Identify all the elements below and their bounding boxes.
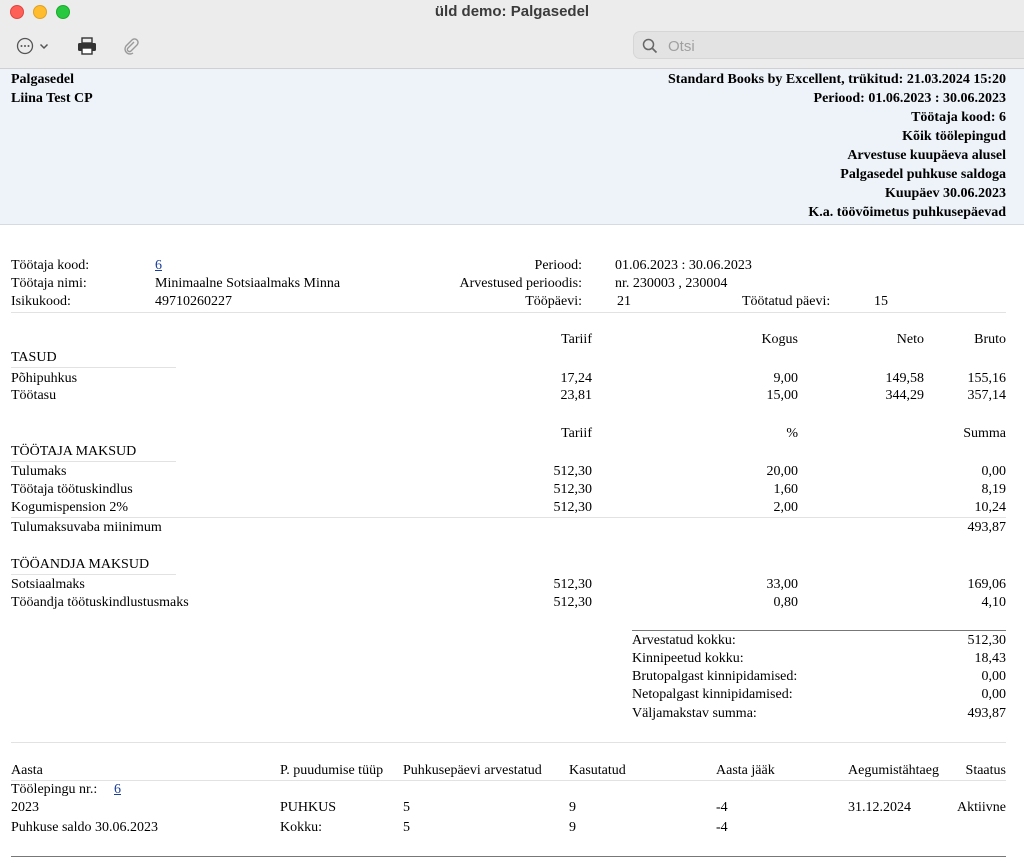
- table-cell: 5: [403, 800, 410, 815]
- table-row-name: Põhipuhkus: [11, 371, 78, 386]
- window-title: üld demo: Palgasedel: [434, 3, 590, 20]
- table-row-name: Töötasu: [11, 388, 57, 403]
- table-cell: 20,00: [766, 464, 798, 479]
- table-cell: 10,24: [974, 500, 1006, 515]
- header-info: Arvestuse kuupäeva alusel: [847, 148, 1006, 163]
- total-label: Kinnipeetud kokku:: [632, 651, 744, 666]
- divider: [11, 780, 1006, 781]
- col-status: Staatus: [965, 763, 1006, 778]
- col-tariff: Tariif: [561, 332, 592, 347]
- table-cell: 512,30: [553, 500, 592, 515]
- company-name: Liina Test CP: [11, 91, 93, 106]
- table-cell: 512,30: [553, 464, 592, 479]
- col-percent: %: [786, 426, 798, 441]
- tax-free-minimum-label: Tulumaksuvaba miinimum: [11, 520, 162, 535]
- table-cell: 512,30: [553, 577, 592, 592]
- table-cell: 169,06: [967, 577, 1006, 592]
- period-value: 01.06.2023 : 30.06.2023: [615, 258, 752, 273]
- table-cell: 9,00: [773, 371, 798, 386]
- total-value: 0,00: [981, 669, 1006, 684]
- printer-icon: [77, 37, 97, 55]
- table-cell: 5: [403, 820, 410, 835]
- status-value: Aktiivne: [957, 800, 1006, 815]
- bottom-divider: [11, 856, 1006, 857]
- employee-code-label: Töötaja kood:: [11, 258, 90, 273]
- table-cell: 344,29: [885, 388, 924, 403]
- table-cell: 8,19: [981, 482, 1006, 497]
- employee-name-label: Töötaja nimi:: [11, 276, 87, 291]
- table-cell: -4: [716, 800, 728, 815]
- total-label: Netopalgast kinnipidamised:: [632, 687, 793, 702]
- table-cell: PUHKUS: [280, 800, 337, 815]
- col-year-remainder: Aasta jääk: [716, 763, 775, 778]
- personal-code: 49710260227: [155, 294, 232, 309]
- header-info: Standard Books by Excellent, trükitud: 21.03.2024 15:20: [668, 72, 1006, 87]
- total-label: Brutopalgast kinnipidamised:: [632, 669, 798, 684]
- col-tariff: Tariif: [561, 426, 592, 441]
- ellipsis-circle-icon: [16, 37, 34, 55]
- search-input[interactable]: [666, 35, 1010, 57]
- table-cell: 9: [569, 820, 576, 835]
- table-cell: 4,10: [981, 595, 1006, 610]
- report-header: [0, 69, 1024, 225]
- attach-button[interactable]: [122, 36, 140, 56]
- col-net: Neto: [896, 332, 924, 347]
- table-cell: 1,60: [773, 482, 798, 497]
- divider: [11, 461, 176, 462]
- table-cell: 33,00: [766, 577, 798, 592]
- header-info: K.a. töövõimetus puhkusepäevad: [808, 205, 1006, 220]
- table-cell: 0,80: [773, 595, 798, 610]
- col-year: Aasta: [11, 763, 43, 778]
- table-cell: 31.12.2024: [848, 800, 911, 815]
- totals-divider: [632, 630, 1006, 631]
- table-row-name: Töötaja töötuskindlus: [11, 482, 133, 497]
- header-info: Palgasedel puhkuse saldoga: [840, 167, 1006, 182]
- table-cell: 512,30: [553, 595, 592, 610]
- table-cell: 512,30: [553, 482, 592, 497]
- calculations-value: nr. 230003 , 230004: [615, 276, 728, 291]
- table-row-name: Kogumispension 2%: [11, 500, 129, 515]
- header-info: Kuupäev 30.06.2023: [885, 186, 1006, 201]
- contract-label: Töölepingu nr.:: [11, 782, 98, 797]
- table-cell: 2023: [11, 800, 39, 815]
- col-days-calculated: Puhkusepäevi arvestatud: [403, 763, 542, 778]
- worked-days-value: 15: [874, 294, 888, 309]
- divider: [11, 742, 1006, 743]
- col-quantity: Kogus: [761, 332, 798, 347]
- workdays-value: 21: [617, 294, 631, 309]
- total-value: 18,43: [974, 651, 1006, 666]
- col-used: Kasutatud: [569, 763, 626, 778]
- table-cell: 2,00: [773, 500, 798, 515]
- divider: [11, 367, 176, 368]
- section-title: TÖÖANDJA MAKSUD: [11, 557, 150, 572]
- chevron-down-icon: [38, 40, 50, 52]
- table-cell: 0,00: [981, 464, 1006, 479]
- divider: [11, 312, 1006, 313]
- divider: [11, 574, 176, 575]
- report-title: Palgasedel: [11, 72, 74, 87]
- personal-code-label: Isikukood:: [11, 294, 71, 309]
- divider: [11, 517, 1006, 518]
- table-row-name: Sotsiaalmaks: [11, 577, 85, 592]
- window-titlebar: [0, 0, 1024, 69]
- total-label: Väljamakstav summa:: [632, 706, 757, 721]
- tax-free-minimum-value: 493,87: [967, 520, 1006, 535]
- search-box: [633, 31, 1024, 59]
- workdays-label: Tööpäevi:: [525, 294, 582, 309]
- col-expiry-date: Aegumistähtaeg: [848, 763, 939, 778]
- header-info: Töötaja kood: 6: [911, 110, 1006, 125]
- employee-code-link[interactable]: 6: [155, 258, 162, 273]
- header-info: Periood: 01.06.2023 : 30.06.2023: [813, 91, 1006, 106]
- table-cell: 357,14: [967, 388, 1006, 403]
- table-cell: 149,58: [885, 371, 924, 386]
- section-title: TASUD: [11, 350, 57, 365]
- table-cell: 15,00: [766, 388, 798, 403]
- table-row-name: Tööandja töötuskindlustusmaks: [11, 595, 189, 610]
- contract-link[interactable]: 6: [114, 782, 121, 797]
- table-cell: 23,81: [560, 388, 592, 403]
- more-actions-button[interactable]: [16, 36, 50, 56]
- print-button[interactable]: [77, 36, 97, 56]
- section-title: TÖÖTAJA MAKSUD: [11, 444, 137, 459]
- table-cell: -4: [716, 820, 728, 835]
- col-absence-type: P. puudumise tüüp: [280, 763, 384, 778]
- total-value: 512,30: [967, 633, 1006, 648]
- total-value: 0,00: [981, 687, 1006, 702]
- total-value: 493,87: [967, 706, 1006, 721]
- table-cell: Kokku:: [280, 820, 322, 835]
- saldo-label: Puhkuse saldo 30.06.2023: [11, 820, 158, 835]
- table-cell: 9: [569, 800, 576, 815]
- table-cell: 17,24: [560, 371, 592, 386]
- total-label: Arvestatud kokku:: [632, 633, 736, 648]
- search-icon: [642, 38, 658, 54]
- employee-name: Minimaalne Sotsiaalmaks Minna: [155, 276, 341, 291]
- paperclip-icon: [122, 37, 140, 55]
- period-label: Periood:: [534, 258, 582, 273]
- col-sum: Summa: [963, 426, 1006, 441]
- table-cell: 155,16: [967, 371, 1006, 386]
- table-row-name: Tulumaks: [11, 464, 67, 479]
- worked-days-label: Töötatud päevi:: [742, 294, 831, 309]
- col-gross: Bruto: [974, 332, 1006, 347]
- calculations-label: Arvestused perioodis:: [459, 276, 582, 291]
- header-info: Kõik töölepingud: [902, 129, 1006, 144]
